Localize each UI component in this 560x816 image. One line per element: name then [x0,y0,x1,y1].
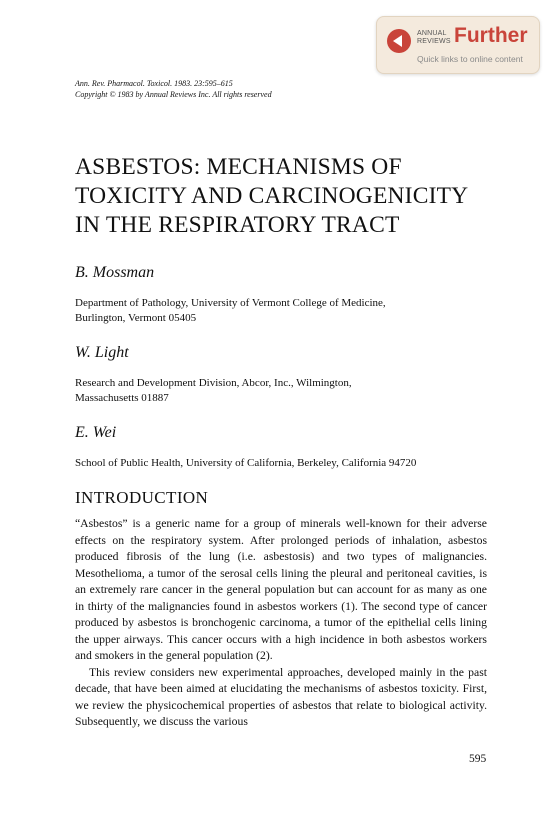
author-affiliation: Research and Development Division, Abcor, Inc., Wilmington, Massachusetts 01887 [75,377,352,404]
article-title [75,153,495,240]
copyright-line: Copyright © 1983 by Annual Reviews Inc. All rights reserved [75,90,272,99]
author-affiliation: School of Public Health, University of California, Berkeley, California 94720 [75,457,417,469]
badge-subtitle: Quick links to online content [417,54,523,64]
title-line: IN THE RESPIRATORY TRACT [75,212,400,238]
section-heading: INTRODUCTION [75,488,209,507]
title-line: TOXICITY AND CARCINOGENICITY [75,183,469,209]
author-name: W. Light [75,344,129,361]
author-name: B. Mossman [75,264,155,281]
journal-citation: Ann. Rev. Pharmacol. Toxicol. 1983. 23:595–615 [75,79,233,88]
page-number: 595 [469,753,487,765]
badge-annual-reviews-label: ANNUAL REVIEWS [417,30,451,45]
author-name: E. Wei [75,424,117,441]
body-text [75,516,487,731]
journal-citation-block [75,78,272,100]
further-badge[interactable] [376,16,540,74]
play-arrow-icon [387,29,411,53]
title-line: ASBESTOS: MECHANISMS OF [75,154,402,180]
badge-further-label: Further [454,24,528,47]
author-affiliation: Department of Pathology, University of Vermont College of Medicine, Burlington, Vermont 05405 [75,297,386,324]
paragraph: This review considers new experimental approaches, developed mainly in the past decade, that have been aimed at elucidating the mechanisms of asbestos toxicity. First, we review the physicochemical properties of asbestos that relate to biological activity. Subsequently, we discuss the various [75,665,487,728]
paragraph: “Asbestos” is a generic name for a group of minerals well-known for their adverse effects on the respiratory system. After prolonged periods of inhalation, asbestos produced fibrosis of the lung (i.e. asbestosis) and two types of malignancies. Mesothelioma, a tumor of the serosal cells lining the pleural and peritoneal cavities, is an extremely rare cancer in the general population but can account for as many as one in thirty of the malignancies found in asbestos workers (1). The second type of cancer produced by asbestos is bronchogenic carcinoma, a tumor of the epithelial cells lining the upper airways. This cancer occurs with a high incidence in both asbestos workers and smokers in the general population (2). [75,517,487,662]
